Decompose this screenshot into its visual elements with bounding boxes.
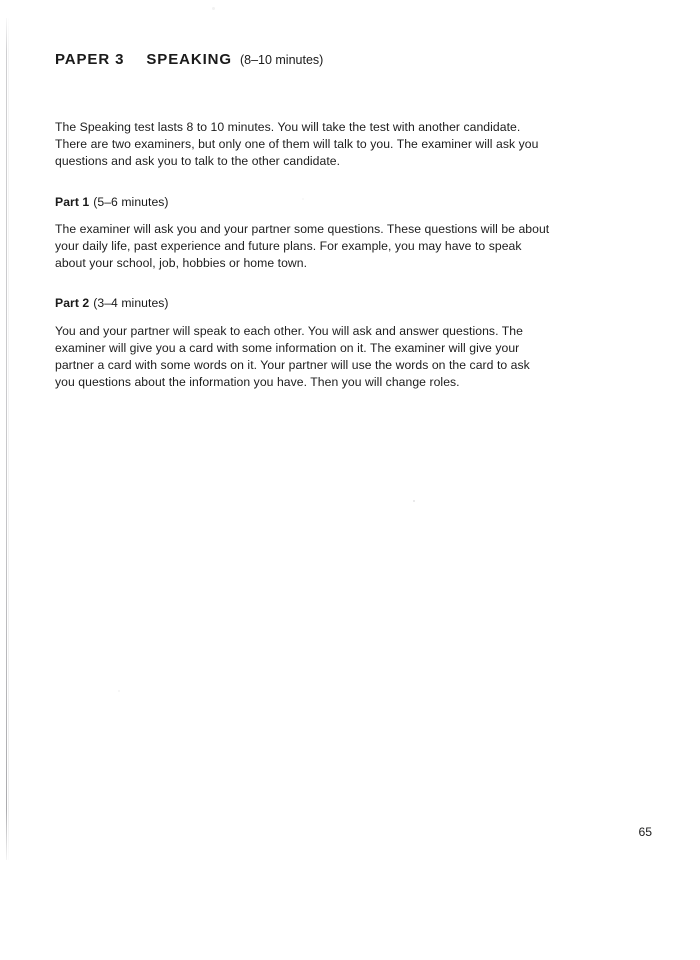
part-1-body-wrap <box>55 221 550 273</box>
section-part-2 <box>55 295 550 391</box>
paper-label: PAPER 3 <box>55 51 125 68</box>
scan-artifact-line-secondary <box>8 18 9 860</box>
part-1-heading <box>55 194 550 211</box>
part-2-heading <box>55 295 550 312</box>
scan-speck <box>118 690 120 692</box>
intro-paragraph: The Speaking test lasts 8 to 10 minutes. You will take the test with another candidate. There are two examiners, but only one of them will talk to you. The examiner will ask you questions and ask you to talk to the other candidate. <box>55 120 539 169</box>
paper-section-title: SPEAKING <box>146 51 232 68</box>
part-2-label: Part 2 <box>55 296 90 311</box>
part-2-duration: (3–4 minutes) <box>93 296 169 311</box>
scan-speck <box>212 7 215 10</box>
intro-block <box>55 119 550 171</box>
part-2-paragraph: You and your partner will speak to each other. You will ask and answer questions. The examiner will give you a card with some information on it. The examiner will give your partner a card with some words on it. Your partner will use the words on the card to ask you questions about the information you have. Then you will change roles. <box>55 323 530 390</box>
part-1-label: Part 1 <box>55 194 90 209</box>
page-content <box>55 50 550 391</box>
scan-speck <box>413 500 415 502</box>
paper-duration: (8–10 minutes) <box>239 53 324 67</box>
page-number: 65 <box>638 825 652 839</box>
page-title <box>55 50 550 70</box>
section-part-1 <box>55 194 550 273</box>
part-1-paragraph: The examiner will ask you and your partner some questions. These questions will be about your daily life, past experience and future plans. For example, you may have to speak about your school, job, hobbies or home town. <box>55 221 550 271</box>
part-1-duration: (5–6 minutes) <box>93 194 169 209</box>
part-2-body-wrap <box>55 323 550 392</box>
scan-artifact-line <box>6 18 7 860</box>
